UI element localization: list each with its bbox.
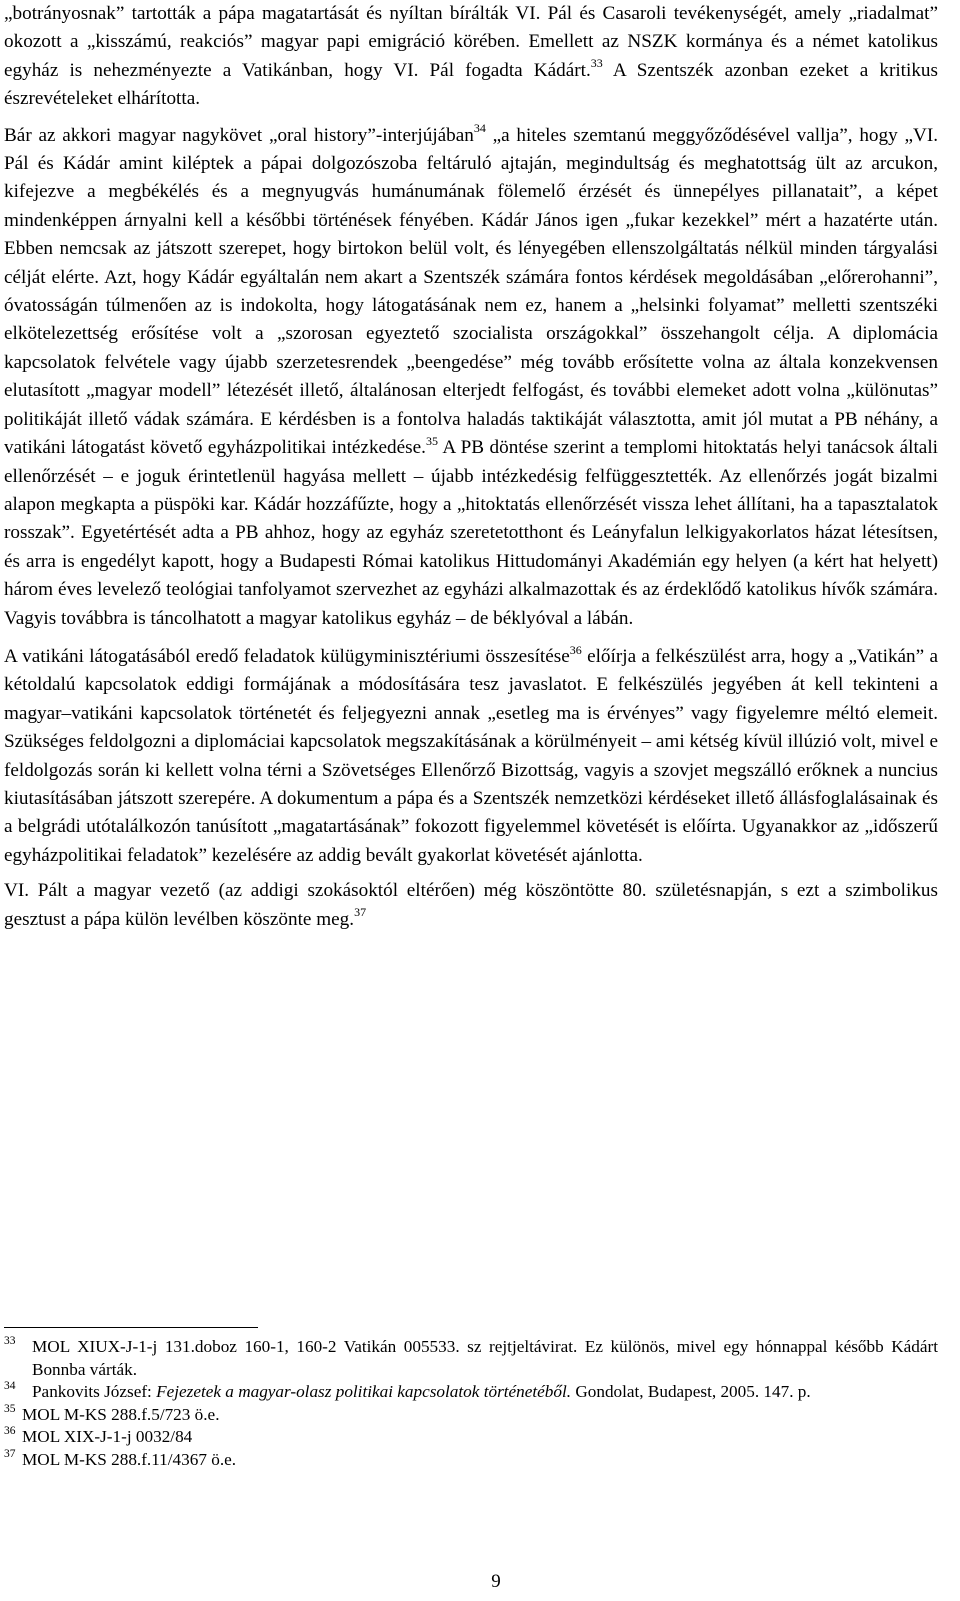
- text-run: előírja a felkészülést arra, hogy a „Vatikán” a kétoldalú kapcsolatok eddigi formájának a módosítására tesz javaslatot. E felkészülés jegyében át kell tekinteni a magyar–vatikáni kapcsolatok történetét és feljegyezni annak „esetleg ma is érvényes” vagy figyelemre méltó elemeit. Szükséges feldolgozni a diplomáciai kapcsolatok megszakításának a körülményeit – ami kétség kívül illúzió volt, mivel e feldolgozás során ki kellett volna térni a Szövetséges Ellenőrző Bizottság, vagyis a szovjet megszálló erőknek a nuncius kiutasításában játszott szerepére. A dokumentum a pápa és a Szentszék nemzetközi kérdéseket illető állásfoglalásainak és a belgrádi utótalálkozón tanúsított „magatartásának” fokozott figyelemmel követését is előírta. Ugyanakkor az „időszerű egyházpolitikai feladatok” kezelésére az addig bevált gyakorlat követését ajánlotta.: [4, 645, 938, 866]
- footnote: [4, 1381, 938, 1404]
- footnote-separator: [4, 1327, 258, 1328]
- text-run: MOL XIX-J-1-j 0032/84: [22, 1427, 193, 1446]
- body-paragraph: [4, 0, 938, 114]
- footnote-ref: 37: [354, 905, 367, 920]
- footnote-text: [32, 1337, 938, 1379]
- body-paragraph: [4, 122, 938, 633]
- footnote: [4, 1426, 938, 1449]
- text-run: Bár az akkori magyar nagykövet „oral history”-interjújában: [4, 124, 474, 146]
- document-page: [4, 0, 938, 942]
- text-run: Pankovits József:: [32, 1382, 157, 1401]
- footnote-ref: 34: [473, 121, 486, 136]
- footnote-text: [22, 1405, 220, 1424]
- footnote: [4, 1404, 938, 1427]
- text-run: „a hiteles szemtanú meggyőződésével vallja”, hogy „VI. Pál és Kádár amint kiléptek a pápai dolgozószoba feltáruló ajtaján, megindultság és meghatottság ült az arcukon, kifejezve a megbékélés és a megnyugvás humánumának fölemelő érzését és ünnepélyes pillanatait”, a képet mindenképpen árnyalni kell a későbbi történések fényében. Kádár János igen „fukar kezekkel” mért a hazatérte után. Ebben nemcsak az játszott szerepet, hogy birtokon belül volt, és lényegében ellenszolgáltatás nélkül minden tárgyalási célját elérte. Azt, hogy Kádár egyáltalán nem akart a Szentszék számára fontos kérdések megoldásában „előrerohanni”, óvatosságán túlmenően az is indokolta, hogy látogatásának nem ez, hanem a „helsinki folyamat” melletti szentszéki elkötelezettség erősítése volt a „szorosan egyeztető szocialista országokkal” összehangolt célja. A diplomácia kapcsolatok felvétele vagy újabb szerzetesrendek „beengedése” még tovább erősítette volna az általa konzekvensen elutasított „magyar modell” létezését illető, általánosan elterjedt felfogást, és további elemeket adott volna „különutas” politikáját illető vádak számára. E kérdésben is a fontolva haladás taktikáját választotta, amit jól mutat a PB néhány, a vatikáni látogatást követő egyházpolitikai intézkedése.: [4, 124, 939, 459]
- footnote: [4, 1336, 938, 1381]
- footnote-ref: 33: [590, 56, 603, 71]
- italic-title: Fejezetek a magyar-olasz politikai kapcsolatok történetéből.: [156, 1382, 572, 1401]
- text-run: A vatikáni látogatásából eredő feladatok külügyminisztériumi összesítése: [4, 645, 570, 667]
- footnote-number: 33: [4, 1335, 16, 1347]
- text-run: Gondolat, Budapest, 2005. 147. p.: [571, 1382, 811, 1401]
- text-run: MOL M-KS 288.f.5/723 ö.e.: [22, 1404, 220, 1424]
- text-run: A PB döntése szerint a templomi hitoktatás helyi tanácsok általi ellenőrzését – e joguk érintetlenül hagyása mellett – újabb intézkedésig felfüggesztették. Az ellenőrzés jogát bizalmi alapon megkapta a püspöki kar. Kádár hozzáfűzte, hogy a „hitoktatás ellenőrzését vissza lehet állítani, ha a tapasztalatok rosszak”. Egyetértését adta a PB ahhoz, hogy az egyház szeretetotthont és Leányfalun lelkigyakorlatos házat létesítsen, és arra is engedélyt kapott, hogy a Budapesti Római katolikus Hittudományi Akadémián egy helyen (a kért hat helyett) három éves levelező teológiai tanfolyamot szervezhet az egyházi alkalmazottak és az érdeklődő katolikus hívők számára. Vagyis továbbra is táncolhatott a magyar katolikus egyház – de béklyóval a lábán.: [4, 437, 938, 629]
- footnote: [4, 1449, 938, 1472]
- footnote-text: [22, 1450, 236, 1469]
- footnote-number: 34: [4, 1380, 16, 1392]
- footnote-text: [32, 1382, 811, 1401]
- text-run: MOL XIUX-J-1-j 131.doboz 160-1, 160-2 Vatikán 005533. sz rejtjeltávirat. Ez különös, mivel egy hónnappal később Kádárt Bonnba várták.: [32, 1337, 938, 1379]
- footnote-number: 37: [4, 1447, 16, 1460]
- page-number: 9: [491, 1571, 501, 1592]
- text-run: A Szentszék azonban ezeket a kritikus észrevételeket elhárította.: [4, 59, 938, 110]
- footnote-ref: 36: [569, 642, 582, 657]
- footnotes: [4, 1336, 938, 1471]
- text-run: MOL M-KS 288.f.11/4367 ö.e.: [22, 1449, 237, 1469]
- footnote-number: 35: [4, 1402, 16, 1415]
- body-paragraph: [4, 643, 938, 870]
- footnote-ref: 35: [425, 433, 438, 448]
- text-run: VI. Pált a magyar vezető (az addigi szokásoktól eltérően) még köszöntötte 80. születésnapján, s ezt a szimbolikus gesztust a pápa külön levélben köszönte meg.: [4, 880, 938, 930]
- text-run: „botrányosnak” tartották a pápa magatartását és nyíltan bírálták VI. Pál és Casaroli tevékenységét, amely „riadalmat” okozott a „kisszámú, reakciós” magyar papi emigráció körében. Emellett az NSZK kormánya és a német katolikus egyház is nehezményezte a Vatikánban, hogy VI. Pál fogadta Kádárt.: [4, 3, 938, 81]
- footnote-text: [22, 1427, 192, 1446]
- body-paragraph: [4, 877, 938, 934]
- footnote-number: 36: [4, 1425, 16, 1437]
